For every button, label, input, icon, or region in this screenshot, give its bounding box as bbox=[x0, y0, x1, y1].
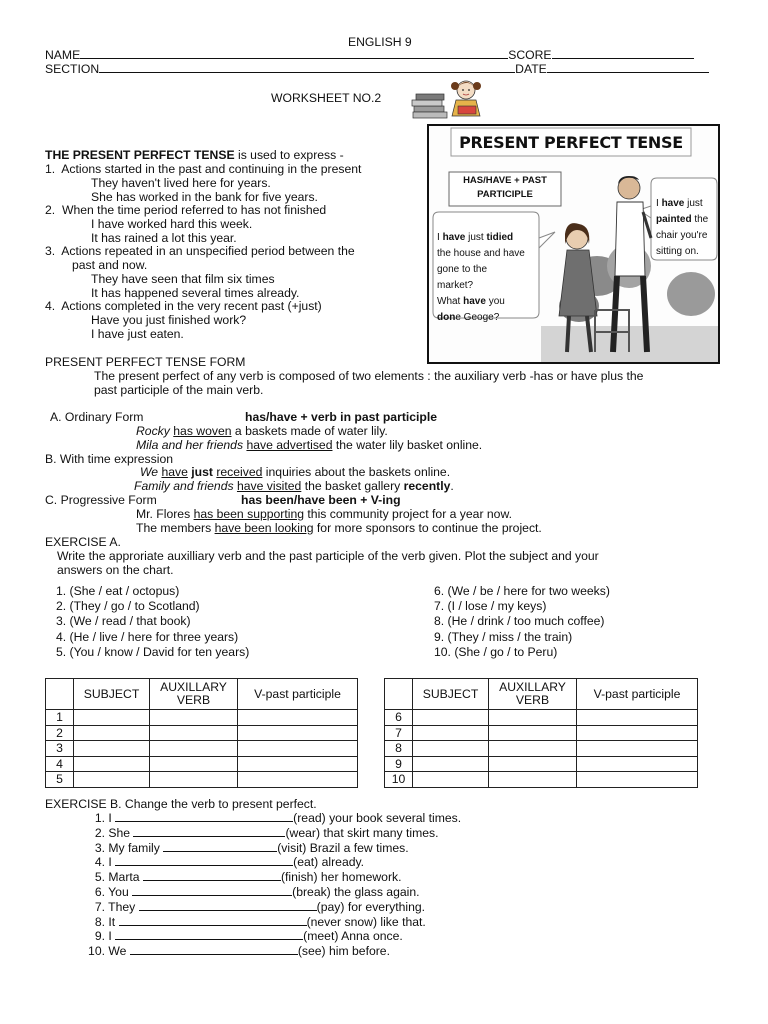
subject-cell[interactable] bbox=[413, 756, 489, 772]
exercise-b-item: 5. Marta (finish) her homework. bbox=[94, 870, 402, 885]
poster-bubble-left: I have just tidied the house and have gone to the market? What have you done Geoge? bbox=[437, 232, 525, 323]
table-header-row bbox=[385, 679, 698, 710]
vpp-cell[interactable] bbox=[238, 756, 358, 772]
row-number: 7 bbox=[385, 725, 413, 741]
intro-example: It has happened several times already. bbox=[91, 286, 300, 300]
intro-item-1: 1. Actions started in the past and continuing in the present bbox=[45, 162, 362, 176]
table-row bbox=[385, 710, 698, 726]
intro-example: Have you just finished work? bbox=[91, 313, 247, 327]
progressive-example-2: The members have been looking for more sponsors to continue the project. bbox=[136, 521, 542, 535]
form-heading: PRESENT PERFECT TENSE FORM bbox=[45, 355, 246, 369]
answer-blank[interactable] bbox=[163, 841, 277, 852]
ordinary-form-label: A. Ordinary Form bbox=[50, 410, 144, 424]
present-perfect-poster bbox=[427, 124, 720, 364]
answer-blank[interactable] bbox=[115, 929, 303, 940]
answer-blank[interactable] bbox=[143, 870, 281, 881]
form-desc-line1: The present perfect of any verb is composed of two elements : the auxiliary verb -has or have plus the bbox=[94, 369, 644, 383]
intro-item-4: 4. Actions completed in the very recent past (+just) bbox=[45, 299, 322, 313]
subject-cell[interactable] bbox=[74, 725, 150, 741]
answer-blank[interactable] bbox=[119, 915, 307, 926]
exercise-a-item: 6. (We / be / here for two weeks) bbox=[434, 584, 610, 598]
answer-table-left bbox=[45, 678, 358, 788]
answer-blank[interactable] bbox=[133, 826, 285, 837]
exercise-b-title: EXERCISE B. Change the verb to present perfect. bbox=[45, 797, 317, 811]
intro-example: It has rained a lot this year. bbox=[91, 231, 237, 245]
exercise-b-item: 6. You (break) the glass again. bbox=[94, 884, 420, 899]
exercise-b-item: 10. We (see) him before. bbox=[88, 944, 390, 959]
table-row bbox=[385, 725, 698, 741]
intro-example: She has worked in the bank for five years. bbox=[91, 190, 318, 204]
vpp-cell[interactable] bbox=[577, 725, 698, 741]
exercise-b-item: 3. My family (visit) Brazil a few times. bbox=[94, 840, 409, 855]
row-number: 3 bbox=[46, 741, 74, 757]
row-number: 9 bbox=[385, 756, 413, 772]
exercise-a-title: EXERCISE A. bbox=[45, 535, 121, 549]
progressive-form-label: C. Progressive Form bbox=[45, 493, 157, 507]
intro-example: They haven't lived here for years. bbox=[91, 176, 271, 190]
subject-cell[interactable] bbox=[74, 756, 150, 772]
exercise-b-item: 9. I (meet) Anna once. bbox=[94, 929, 403, 944]
table-row bbox=[46, 710, 358, 726]
vpp-cell[interactable] bbox=[238, 772, 358, 788]
aux-verb-cell[interactable] bbox=[489, 741, 577, 757]
exercise-a-item: 10. (She / go / to Peru) bbox=[434, 644, 558, 659]
table-row bbox=[385, 756, 698, 772]
row-number: 4 bbox=[46, 756, 74, 772]
exercise-b-list bbox=[80, 811, 461, 959]
progressive-example-1: Mr. Flores has been supporting this community project for a year now. bbox=[136, 507, 512, 521]
vpp-cell[interactable] bbox=[577, 741, 698, 757]
course-title: ENGLISH 9 bbox=[348, 35, 412, 49]
name-label: NAME bbox=[45, 48, 81, 62]
subject-cell[interactable] bbox=[74, 772, 150, 788]
vpp-cell[interactable] bbox=[577, 772, 698, 788]
table-header-row bbox=[46, 679, 358, 710]
name-row bbox=[45, 48, 694, 62]
table-row bbox=[46, 772, 358, 788]
table-header-vpp: V-past participle bbox=[577, 679, 698, 710]
intro-example: I have worked hard this week. bbox=[91, 217, 253, 231]
table-row bbox=[46, 741, 358, 757]
exercise-a-instructions-2: answers on the chart. bbox=[57, 563, 174, 577]
row-number: 2 bbox=[46, 725, 74, 741]
section-label: SECTION bbox=[45, 62, 100, 76]
vpp-cell[interactable] bbox=[577, 756, 698, 772]
exercise-a-item: 9. (They / miss / the train) bbox=[434, 629, 573, 644]
row-number: 6 bbox=[385, 710, 413, 726]
answer-blank[interactable] bbox=[115, 811, 293, 822]
exercise-b-item: 1. I (read) your book several times. bbox=[94, 811, 462, 825]
table-header-aux: AUXILLARY VERB bbox=[150, 679, 238, 710]
subject-cell[interactable] bbox=[74, 710, 150, 726]
table-header-vpp: V-past participle bbox=[238, 679, 358, 710]
form-desc-line2: past participle of the main verb. bbox=[94, 383, 264, 397]
intro-item-3: 3. Actions repeated in an unspecified period between the bbox=[45, 244, 355, 258]
subject-cell[interactable] bbox=[413, 725, 489, 741]
table-row bbox=[385, 741, 698, 757]
table-header-subject: SUBJECT bbox=[74, 679, 150, 710]
answer-blank[interactable] bbox=[130, 944, 298, 955]
aux-verb-cell[interactable] bbox=[489, 772, 577, 788]
time-expression-label: B. With time expression bbox=[45, 452, 174, 466]
ordinary-form-formula: has/have + verb in past participle bbox=[245, 410, 438, 424]
answer-blank[interactable] bbox=[139, 900, 317, 911]
date-label: DATE bbox=[515, 62, 547, 76]
section-field[interactable] bbox=[99, 62, 515, 73]
vpp-cell[interactable] bbox=[238, 741, 358, 757]
answer-blank[interactable] bbox=[132, 885, 292, 896]
answer-blank[interactable] bbox=[115, 855, 293, 866]
table-header-num bbox=[385, 679, 413, 710]
exercise-a-instructions-1: Write the approriate auxilliary verb and the past participle of the verb given. Plot the subject and your bbox=[57, 549, 599, 563]
aux-verb-cell[interactable] bbox=[489, 710, 577, 726]
exercise-a-item: 5. (You / know / David for ten years) bbox=[56, 644, 250, 659]
exercise-a-items-left bbox=[56, 584, 249, 660]
time-example-2: Family and friends have visited the basket gallery recently. bbox=[134, 479, 454, 493]
exercise-a-item: 4. (He / live / here for three years) bbox=[56, 629, 239, 644]
answer-table-right bbox=[384, 678, 698, 788]
subject-cell[interactable] bbox=[413, 741, 489, 757]
aux-verb-cell[interactable] bbox=[150, 756, 238, 772]
aux-verb-cell[interactable] bbox=[489, 725, 577, 741]
exercise-a-item: 3. (We / read / that book) bbox=[56, 614, 191, 629]
poster-formula-line1: HAS/HAVE + PAST bbox=[463, 175, 547, 186]
intro-example: They have seen that film six times bbox=[91, 272, 275, 286]
vpp-cell[interactable] bbox=[238, 710, 358, 726]
subject-cell[interactable] bbox=[74, 741, 150, 757]
subject-cell[interactable] bbox=[413, 710, 489, 726]
time-example-1: We have just received inquiries about the baskets online. bbox=[140, 465, 451, 479]
ordinary-example-1: Rocky has woven a baskets made of water lily. bbox=[136, 424, 388, 438]
exercise-a-item: 1. (She / eat / octopus) bbox=[56, 584, 180, 598]
intro-item-3-cont: past and now. bbox=[72, 258, 148, 272]
table-row bbox=[385, 772, 698, 788]
progressive-form-formula: has been/have been + V-ing bbox=[241, 493, 401, 507]
girl-reading-clipart bbox=[408, 76, 492, 122]
exercise-a-item: 2. (They / go / to Scotland) bbox=[56, 599, 200, 614]
poster-title: PRESENT PERFECT TENSE bbox=[459, 133, 683, 152]
poster-bubble-right: I have just painted the chair you're sitting on. bbox=[656, 198, 709, 257]
vpp-cell[interactable] bbox=[577, 710, 698, 726]
score-field[interactable] bbox=[552, 48, 694, 59]
intro-item-2: 2. When the time period referred to has not finished bbox=[45, 203, 327, 217]
aux-verb-cell[interactable] bbox=[150, 772, 238, 788]
row-number: 5 bbox=[46, 772, 74, 788]
score-label: SCORE bbox=[508, 48, 552, 62]
exercise-a-item: 7. (I / lose / my keys) bbox=[434, 599, 547, 614]
aux-verb-cell[interactable] bbox=[150, 725, 238, 741]
exercise-a-item: 8. (He / drink / too much coffee) bbox=[434, 614, 605, 629]
table-row bbox=[46, 725, 358, 741]
exercise-b-item: 4. I (eat) already. bbox=[94, 855, 365, 870]
aux-verb-cell[interactable] bbox=[150, 710, 238, 726]
table-row bbox=[46, 756, 358, 772]
intro-heading: THE PRESENT PERFECT TENSE is used to express - bbox=[45, 148, 344, 162]
name-field[interactable] bbox=[80, 48, 508, 59]
subject-cell[interactable] bbox=[413, 772, 489, 788]
row-number: 8 bbox=[385, 741, 413, 757]
table-header-num bbox=[46, 679, 74, 710]
exercise-a-items-right bbox=[434, 584, 610, 660]
table-header-subject: SUBJECT bbox=[413, 679, 489, 710]
aux-verb-cell[interactable] bbox=[489, 756, 577, 772]
vpp-cell[interactable] bbox=[238, 725, 358, 741]
date-field[interactable] bbox=[547, 62, 709, 73]
row-number: 1 bbox=[46, 710, 74, 726]
intro-example: I have just eaten. bbox=[91, 327, 184, 341]
exercise-b-item: 8. It (never snow) like that. bbox=[94, 914, 426, 929]
exercise-b-item: 2. She (wear) that skirt many times. bbox=[94, 825, 439, 840]
table-header-aux: AUXILLARY VERB bbox=[489, 679, 577, 710]
row-number: 10 bbox=[385, 772, 413, 788]
poster-formula-line2: PARTICIPLE bbox=[477, 189, 533, 200]
exercise-b-item: 7. They (pay) for everything. bbox=[94, 899, 426, 914]
worksheet-title: WORKSHEET NO.2 bbox=[271, 91, 382, 105]
section-row bbox=[45, 62, 709, 76]
ordinary-example-2: Mila and her friends have advertised the water lily basket online. bbox=[136, 438, 483, 452]
aux-verb-cell[interactable] bbox=[150, 741, 238, 757]
